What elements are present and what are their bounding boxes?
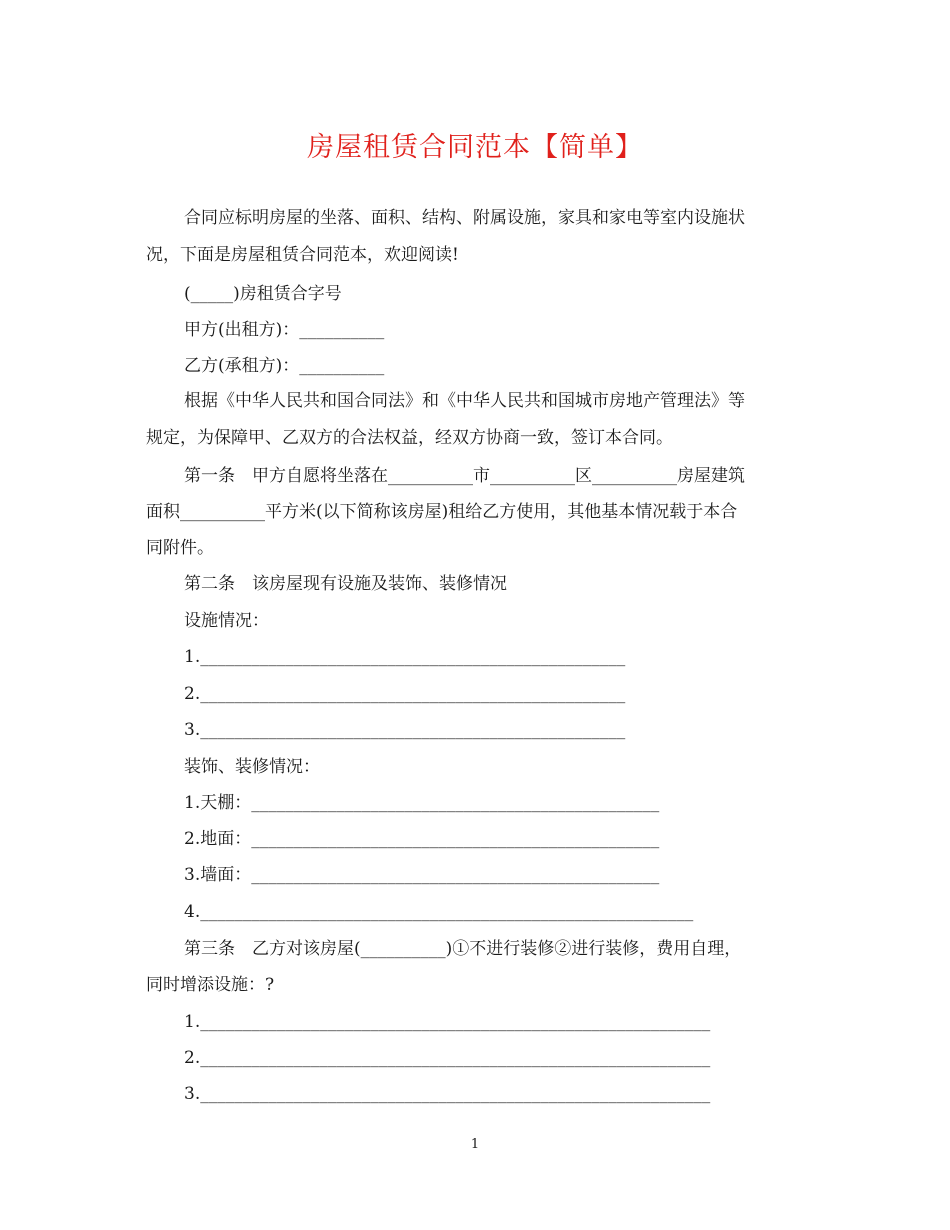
party-b-line: 乙方(承租方)：__________	[184, 356, 385, 376]
list-item: 3.____________________________________________________________	[184, 1084, 711, 1104]
article-three-line: 第三条 乙方对该房屋(__________)①不进行装修②进行装修，费用自理，	[184, 939, 742, 959]
paragraph-line: 况，下面是房屋租赁合同范本，欢迎阅读!	[146, 245, 459, 265]
paragraph-line: 规定，为保障甲、乙双方的合法权益，经双方协商一致，签订本合同。	[146, 428, 673, 448]
paragraph-line: 同附件。	[146, 538, 214, 558]
list-item: 2.____________________________________________________________	[184, 1048, 711, 1068]
list-item: 3.墙面：________________________________________________	[184, 865, 660, 885]
page-number: 1	[470, 1137, 480, 1152]
list-item: 2.__________________________________________________	[184, 684, 626, 704]
list-item: 1.____________________________________________________________	[184, 1012, 711, 1032]
list-item: 2.地面：________________________________________________	[184, 829, 660, 849]
paragraph-line: 同时增添设施：?	[146, 975, 275, 995]
contract-number-line: (_____)房租赁合字号	[184, 284, 342, 304]
paragraph-line: 面积__________平方米(以下简称该房屋)租给乙方使用，其他基本情况载于本合	[146, 502, 738, 522]
party-a-line: 甲方(出租方)：__________	[184, 320, 385, 340]
list-item: 1.__________________________________________________	[184, 647, 626, 667]
list-item: 3.__________________________________________________	[184, 720, 626, 740]
document-title: 房屋租赁合同范本【简单】	[307, 132, 643, 163]
section-heading: 装饰、装修情况：	[184, 757, 320, 777]
list-item: 1.天棚：________________________________________________	[184, 793, 660, 813]
paragraph-line: 合同应标明房屋的坐落、面积、结构、附属设施，家具和家电等室内设施状	[184, 208, 745, 228]
section-heading: 设施情况：	[184, 611, 269, 631]
list-item: 4.__________________________________________________________	[184, 902, 694, 922]
article-two-line: 第二条 该房屋现有设施及装饰、装修情况	[184, 574, 507, 594]
article-one-line: 第一条 甲方自愿将坐落在__________市__________区__________房屋建筑	[184, 466, 745, 486]
paragraph-line: 根据《中华人民共和国合同法》和《中华人民共和国城市房地产管理法》等	[184, 391, 745, 411]
